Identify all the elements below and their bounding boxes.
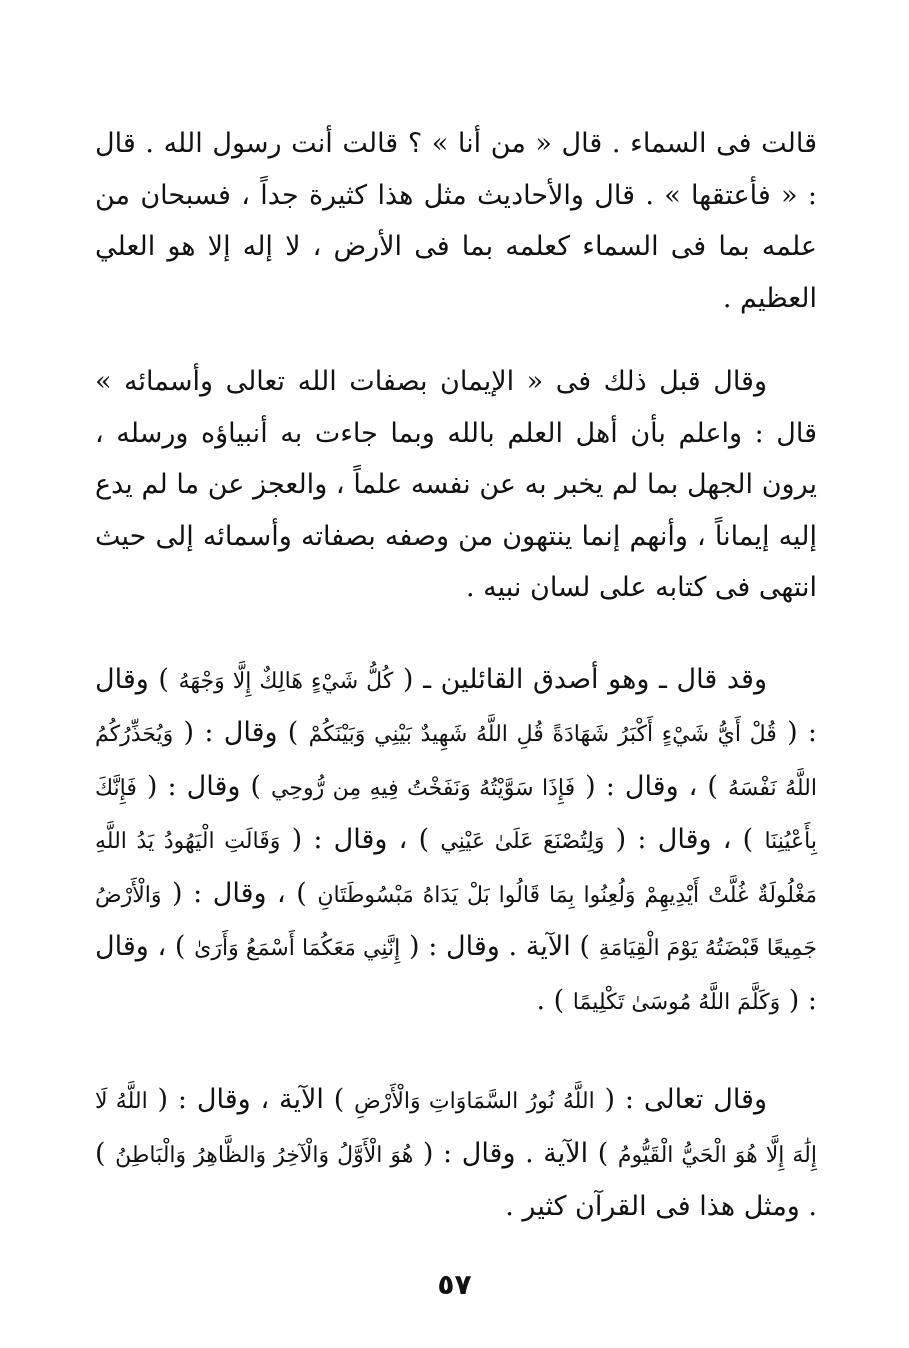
body-text: ) وقال : (	[95, 663, 817, 748]
quran-verse: وَكَلَّمَ اللَّهُ مُوسَىٰ تَكْلِيمًا	[572, 989, 781, 1015]
body-text: ) ، وقال : (	[161, 877, 318, 909]
quran-verse: اللَّهُ لَا إِلَٰهَ إِلَّا هُوَ الْحَيُّ الْقَيُّومُ	[95, 1089, 817, 1168]
body-text: ) ، وقال : (	[280, 824, 441, 855]
quran-verse: كُلُّ شَيْءٍ هَالِكٌ إِلَّا وَجْهَهُ	[178, 668, 394, 694]
body-text: ) ، وقال : (	[95, 931, 817, 1016]
quran-verse: وَقَالَتِ الْيَهُودُ يَدُ اللَّهِ مَغْلُولَةٌ غُلَّتْ أَيْدِيهِمْ وَلُعِنُوا بِمَا قَالُوا بَلْ يَدَاهُ مَبْسُوطَتَانِ	[95, 829, 817, 908]
body-text: ) ، وقال : (	[604, 824, 765, 855]
quran-verse: فَإِذَا سَوَّيْتُهُ وَنَفَخْتُ فِيهِ مِن رُّوحِي	[271, 775, 576, 801]
body-text: ) .	[536, 984, 573, 1016]
body-text: ) وقال : (	[136, 770, 272, 802]
body-text: ) ، وقال : (	[575, 770, 728, 802]
body-text: ) الآية . وقال : (	[413, 1137, 618, 1169]
page-number: ٥٧	[437, 1268, 472, 1301]
quran-verse: فَإِنَّكَ بِأَعْيُنِنَا	[95, 775, 818, 854]
quran-verse: قُلْ أَيُّ شَيْءٍ أَكْبَرُ شَهَادَةً قُلِ اللَّهُ شَهِيدٌ بَيْنِي وَبَيْنَكُمْ	[308, 722, 777, 747]
quran-verse: اللَّهُ نُورُ السَّمَاوَاتِ وَالْأَرْضِ	[354, 1089, 595, 1114]
paragraph-4	[95, 1074, 817, 1233]
paragraph-3	[95, 654, 817, 1029]
body-text: ) الآية . وقال : (	[400, 931, 599, 962]
quran-verse: وَيُحَذِّرُكُمُ اللَّهُ نَفْسَهُ	[95, 722, 817, 801]
paragraph-2	[95, 356, 817, 614]
quran-verse: وَلِتُصْنَعَ عَلَىٰ عَيْنِي	[440, 829, 605, 854]
quran-verse: وَالْأَرْضُ جَمِيعًا قَبْضَتُهُ يَوْمَ الْقِيَامَةِ	[95, 882, 817, 961]
book-page-body	[95, 118, 817, 1233]
body-text: قالت فى السماء . قال « من أنا » ؟ قالت أنت رسول الله . قال : « فأعتقها » . قال والأحاديث مثل هذا كثيرة جداً ، فسبحان من علمه بما فى السماء كعلمه بما فى الأرض ، لا إله إلا هو العلي العظيم .	[95, 128, 817, 314]
body-text: وقال تعالى : (	[594, 1084, 767, 1115]
body-text: ) . ومثل هذا فى القرآن كثير .	[95, 1137, 817, 1222]
quran-verse: إِنَّنِي مَعَكُمَا أَسْمَعُ وَأَرَىٰ	[194, 936, 401, 961]
body-text: ) وقال : (	[173, 717, 309, 748]
body-text: وقد قال ـ وهو أصدق القائلين ـ (	[393, 663, 767, 695]
quran-verse: هُوَ الْأَوَّلُ وَالْآخِرُ وَالظَّاهِرُ وَالْبَاطِنُ	[115, 1142, 414, 1168]
body-text: وقال قبل ذلك فى « الإيمان بصفات الله تعالى وأسمائه » قال : واعلم بأن أهل العلم بالله وبما جاءت به أنبياؤه ورسله ، يرون الجهل بما لم يخبر به عن نفسه علماً ، والعجز عن ما لم يدع إليه إيماناً ، وأنهم إنما ينتهون من وصفه بصفاته وأسمائه إلى حيث انتهى فى كتابه على لسان نبيه .	[95, 366, 817, 603]
paragraph-1	[95, 118, 817, 324]
body-text: ) الآية ، وقال : (	[147, 1084, 355, 1115]
